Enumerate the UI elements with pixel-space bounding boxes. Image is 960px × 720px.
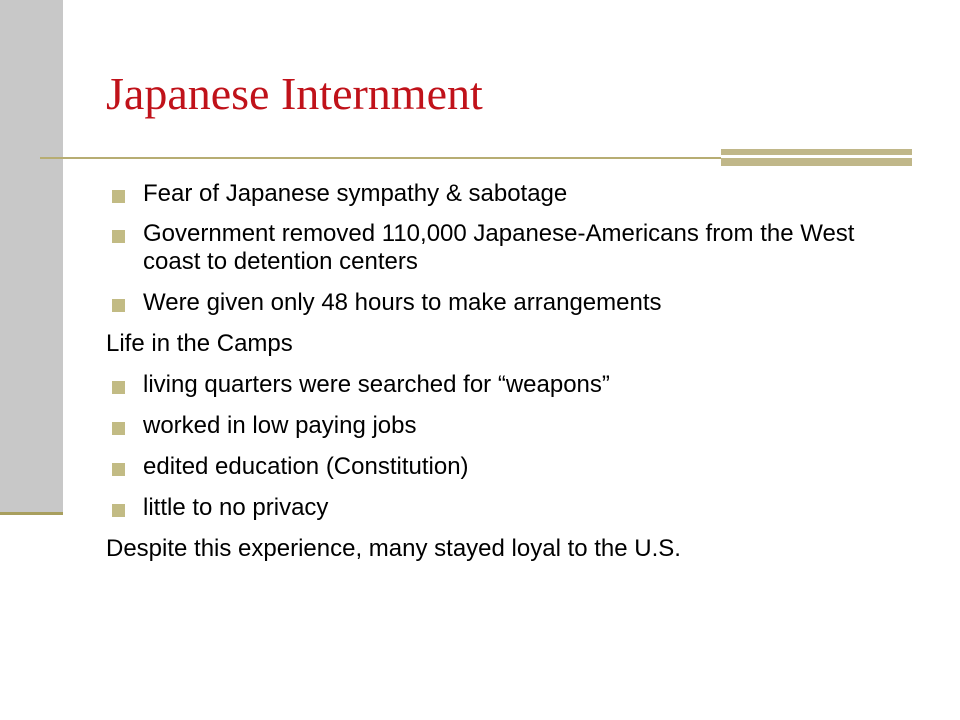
section-heading-text: Life in the Camps — [106, 330, 293, 357]
slide-title: Japanese Internment — [106, 68, 483, 119]
square-bullet-icon — [112, 463, 125, 476]
side-decoration-bar — [0, 0, 63, 512]
square-bullet-icon — [112, 299, 125, 312]
bullet-item — [106, 180, 906, 208]
square-bullet-icon — [112, 190, 125, 203]
bullet-item — [106, 412, 906, 440]
slide-content — [106, 180, 906, 563]
square-bullet-icon — [112, 422, 125, 435]
side-decoration-edge — [0, 512, 63, 515]
bullet-text: living quarters were searched for “weapons” — [143, 371, 610, 398]
bullet-text: Government removed 110,000 Japanese-Americans from the West coast to detention centers — [143, 220, 855, 275]
closing-statement-text: Despite this experience, many stayed loyal to the U.S. — [106, 535, 681, 562]
section-heading — [106, 330, 906, 358]
bullet-text: edited education (Constitution) — [143, 453, 469, 480]
bullet-text: Fear of Japanese sympathy & sabotage — [143, 180, 568, 207]
square-bullet-icon — [112, 504, 125, 517]
bullet-item — [106, 220, 906, 276]
bullet-text: worked in low paying jobs — [143, 412, 417, 439]
bullet-item — [106, 371, 906, 399]
bullet-text: little to no privacy — [143, 494, 329, 521]
bullet-item — [106, 453, 906, 481]
square-bullet-icon — [112, 381, 125, 394]
title-underline-accent — [721, 149, 912, 166]
closing-statement — [106, 535, 906, 563]
square-bullet-icon — [112, 230, 125, 243]
bullet-item — [106, 289, 906, 317]
bullet-text: Were given only 48 hours to make arrangements — [143, 289, 662, 316]
bullet-item — [106, 494, 906, 522]
